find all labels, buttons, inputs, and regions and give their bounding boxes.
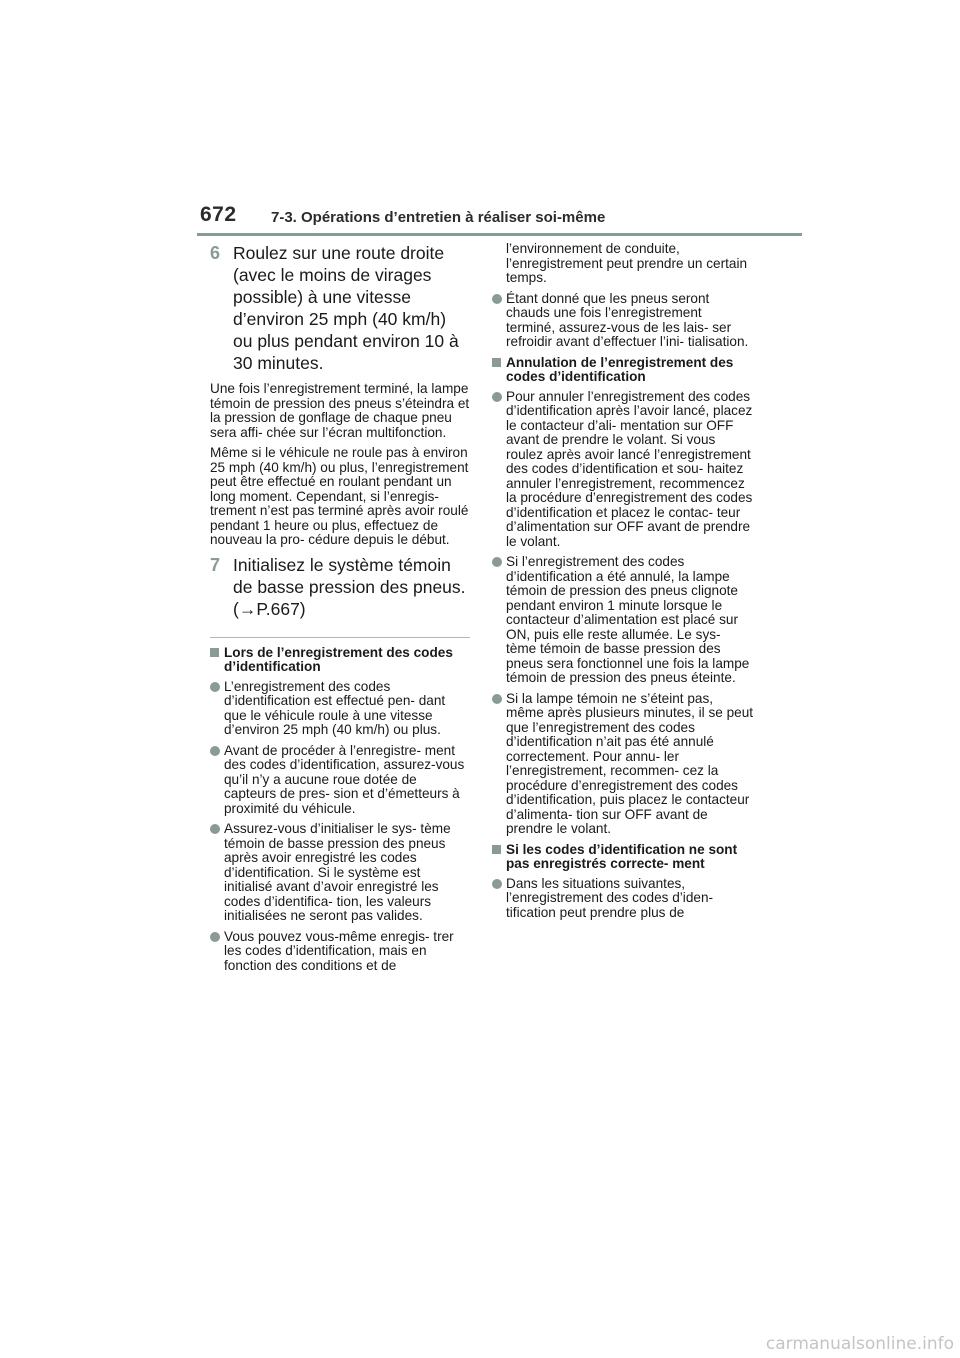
continuation-text: l’environnement de conduite, l’enregistrement peut prendre un certain temps. bbox=[506, 241, 748, 285]
subheading-text: Si les codes d’identification ne sont pas enregistrés correcte- ment bbox=[506, 841, 738, 871]
circle-bullet-icon bbox=[210, 824, 220, 834]
bullet-item bbox=[492, 692, 754, 837]
bullet-text: Assurez-vous d’initialiser le sys- tème témoin de basse pression des pneus après avoir enregistré les codes d’identification. Si le système est initialisé avant d’avoir enregistré les codes d’identifica- tion, les valeurs initialisées ne seront pas valides. bbox=[224, 821, 451, 923]
step-text: Roulez sur une route droite (avec le moins de virages possible) à une vitesse d’environ 25 mph (40 km/h) ou plus pendant environ 10 à 30 minutes. bbox=[233, 243, 459, 373]
bullet-item bbox=[210, 822, 470, 924]
page-number: 672 bbox=[200, 203, 237, 226]
page-header bbox=[197, 203, 802, 237]
circle-bullet-icon bbox=[492, 557, 502, 567]
bullet-text: Vous pouvez vous-même enregis- trer les codes d’identification, mais en fonction des conditions et de bbox=[224, 928, 454, 973]
bullet-text: Pour annuler l’enregistrement des codes d’identification après l’avoir lancé, placez le contacteur d’ali- mentation sur OFF avant de prendre le volant. Si vous roulez après avoir lancé l’enregistrement des codes d’identification et sou- haitez annuler l’enregistrement, recommencez la procédure d’enregistrement des codes d’identification et placez le contac- teur d’alimentation sur OFF avant de prendre le volant. bbox=[506, 388, 753, 549]
square-bullet-icon bbox=[492, 358, 501, 367]
step-7 bbox=[210, 554, 470, 620]
header-rule bbox=[197, 233, 802, 236]
bullet-text: Si l’enregistrement des codes d’identification a été annulé, la lampe témoin de pression des pneus clignote pendant environ 1 minute lorsque le contacteur d’alimentation est placé sur ON, puis elle reste allumée. Le sys- tème témoin de basse pression des pneus sera fonctionnel une fois la lampe témoin de pression des pneus éteinte. bbox=[506, 554, 750, 685]
divider bbox=[210, 637, 470, 638]
left-column bbox=[210, 242, 470, 979]
square-bullet-icon bbox=[492, 845, 501, 854]
square-bullet-icon bbox=[210, 648, 219, 657]
subheading bbox=[210, 646, 470, 675]
bullet-item bbox=[492, 390, 754, 550]
bullet-item bbox=[492, 877, 754, 921]
subheading bbox=[492, 843, 754, 872]
circle-bullet-icon bbox=[210, 932, 220, 942]
watermark: carmanualsonline.info bbox=[765, 1334, 954, 1354]
circle-bullet-icon bbox=[492, 879, 502, 889]
section-title: 7-3. Opérations d’entretien à réaliser soi-même bbox=[271, 209, 606, 226]
circle-bullet-icon bbox=[492, 694, 502, 704]
circle-bullet-icon bbox=[210, 682, 220, 692]
right-column bbox=[492, 242, 754, 926]
step-number: 7 bbox=[210, 554, 221, 575]
step-6 bbox=[210, 242, 470, 374]
bullet-text: Si la lampe témoin ne s’éteint pas, même après plusieurs minutes, il se peut que l’enregistrement des codes d’identification n’ait pas été annulé correctement. Pour annu- ler l’enregistrement, recommen- cez la procédure d’enregistrement des codes d’identification, puis placez le contacteur d’alimenta- tion sur OFF avant de prendre le volant. bbox=[506, 690, 754, 836]
circle-bullet-icon bbox=[210, 746, 220, 756]
paragraph: Une fois l’enregistrement terminé, la lampe témoin de pression des pneus s’éteindra et la pression de gonflage de chaque pneu sera affi- chée sur l’écran multifonction. bbox=[210, 381, 470, 440]
subheading-text: Lors de l’enregistrement des codes d’identification bbox=[224, 644, 453, 674]
bullet-text: Dans les situations suivantes, l’enregistrement des codes d’iden- tification peut prendre plus de bbox=[506, 875, 714, 920]
bullet-text: Avant de procéder à l’enregistre- ment des codes d’identification, assurez-vous qu’il n’y a aucune roue dotée de capteurs de pres- sion et d’émetteurs à proximité du véhicule. bbox=[224, 742, 465, 816]
bullet-item bbox=[210, 744, 470, 817]
step-number: 6 bbox=[210, 243, 221, 263]
bullet-item bbox=[210, 930, 470, 974]
paragraph: Même si le véhicule ne roule pas à environ 25 mph (40 km/h) ou plus, l’enregistrement peut être effectué en roulant pendant un long moment. Cependant, si l’enregis- trement n’est pas terminé après avoir roulé pendant 1 heure ou plus, effectuez de nouveau la pro- cédure depuis le début. bbox=[210, 445, 469, 547]
step-text: Initialisez le système témoin de basse pression des pneus. (→P.667) bbox=[233, 554, 466, 619]
subheading bbox=[492, 356, 754, 385]
bullet-text: L’enregistrement des codes d’identification est effectué pen- dant que le véhicule roule à une vitesse d’environ 25 mph (40 km/h) ou plus. bbox=[224, 678, 446, 737]
bullet-item bbox=[210, 680, 470, 738]
bullet-item bbox=[492, 555, 754, 686]
circle-bullet-icon bbox=[492, 392, 502, 402]
bullet-text: Étant donné que les pneus seront chauds une fois l’enregistrement terminé, assurez-vous de les lais- ser refroidir avant d’effectuer l’ini- tialisation. bbox=[506, 290, 749, 349]
circle-bullet-icon bbox=[492, 294, 502, 304]
subheading-text: Annulation de l’enregistrement des codes d’identification bbox=[506, 354, 734, 384]
bullet-item bbox=[492, 292, 754, 350]
